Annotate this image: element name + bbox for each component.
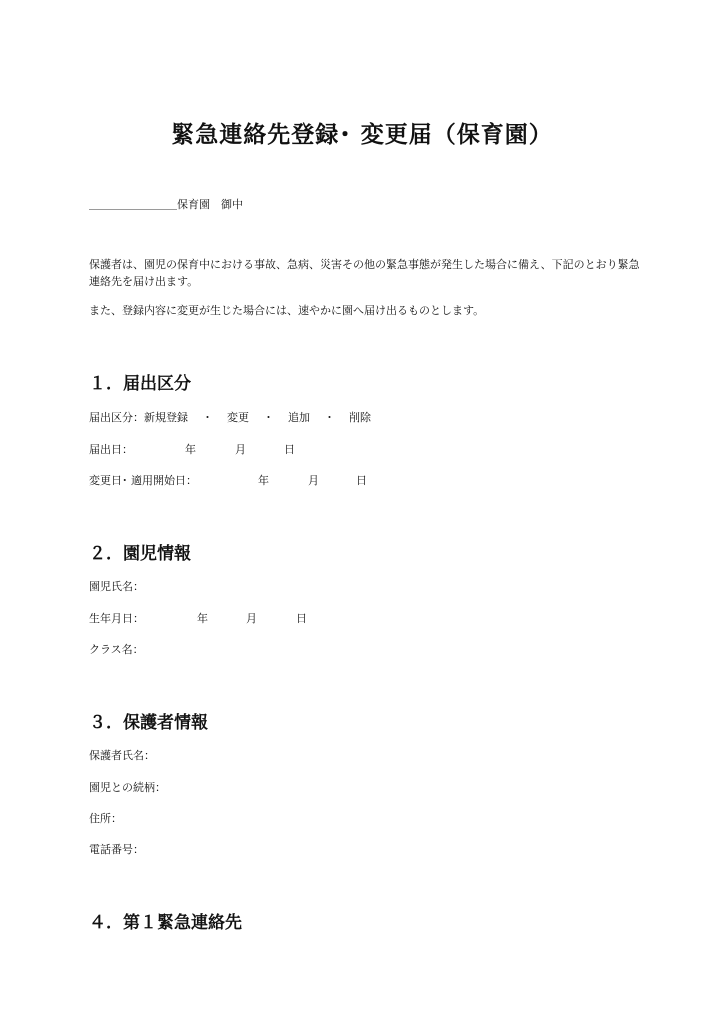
submission-category-row	[89, 410, 371, 426]
address-row[interactable]	[89, 811, 122, 827]
submission-date-day[interactable]: 日	[284, 443, 295, 456]
addressee-blank[interactable]: ＿＿＿＿＿＿＿＿	[89, 198, 177, 211]
submission-category-label: 届出区分：	[89, 411, 144, 424]
change-date-day[interactable]: 日	[356, 474, 367, 487]
section-heading-child-info: ２．園児情報	[89, 544, 191, 564]
submission-date-label: 届出日：	[89, 443, 133, 456]
addressee-suffix: 保育園 御中	[177, 198, 243, 211]
option-new-registration[interactable]: 新規登録	[144, 411, 188, 424]
option-separator: ・	[263, 411, 274, 424]
section-heading-submission-type: １．届出区分	[89, 374, 191, 394]
submission-date-year[interactable]: 年	[185, 443, 196, 456]
option-add[interactable]: 追加	[288, 411, 310, 424]
intro-paragraph-2: また、登録内容に変更が生じた場合には、速やかに園へ届け出るものとします。	[89, 304, 485, 317]
guardian-name-label: 保護者氏名：	[89, 749, 155, 762]
submission-date-month[interactable]: 月	[235, 443, 246, 456]
guardian-name-row[interactable]	[89, 748, 155, 764]
submission-date-row	[89, 442, 389, 458]
child-name-row[interactable]	[89, 579, 144, 595]
child-name-label: 園児氏名：	[89, 580, 144, 593]
document-title: 緊急連絡先登録･ 変更届（保育園）	[171, 122, 553, 148]
change-date-month[interactable]: 月	[308, 474, 319, 487]
birth-date-month[interactable]: 月	[246, 612, 257, 625]
option-separator: ・	[202, 411, 213, 424]
change-date-label: 変更日･ 適用開始日：	[89, 474, 197, 487]
phone-label: 電話番号：	[89, 843, 144, 856]
birth-date-label: 生年月日：	[89, 612, 144, 625]
phone-row[interactable]	[89, 842, 144, 858]
section-heading-guardian-info: ３．保護者情報	[89, 713, 208, 733]
change-date-year[interactable]: 年	[258, 474, 269, 487]
relationship-row[interactable]	[89, 780, 166, 796]
birth-date-row	[89, 611, 389, 627]
option-delete[interactable]: 削除	[349, 411, 371, 424]
address-label: 住所：	[89, 812, 122, 825]
option-change[interactable]: 変更	[227, 411, 249, 424]
section-heading-first-emergency-contact: ４．第１緊急連絡先	[89, 913, 242, 933]
relationship-label: 園児との続柄：	[89, 781, 166, 794]
change-date-row	[89, 473, 409, 489]
option-separator: ・	[324, 411, 335, 424]
intro-paragraph-1: 保護者は、園児の保育中における事故、急病、災害その他の緊急事態が発生した場合に備え、下記のとおり緊急連絡先を届け出ます。	[89, 258, 640, 288]
addressee-line	[89, 197, 243, 213]
birth-date-year[interactable]: 年	[197, 612, 208, 625]
class-name-label: クラス名：	[89, 643, 144, 656]
class-name-row[interactable]	[89, 642, 144, 658]
birth-date-day[interactable]: 日	[296, 612, 307, 625]
